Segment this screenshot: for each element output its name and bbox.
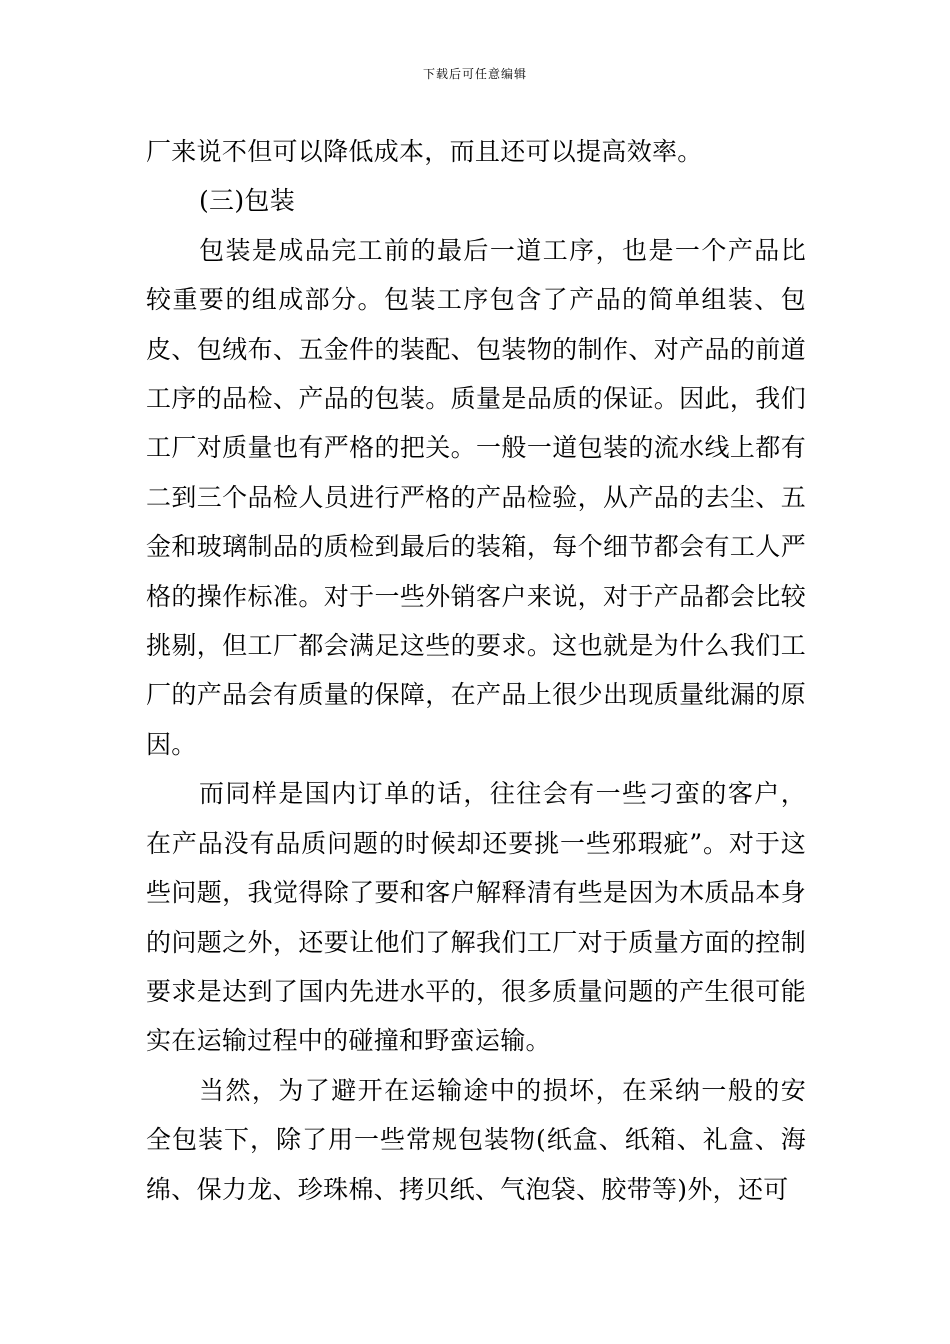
paragraph: 而同样是国内订单的话，往往会有一些刁蛮的客户，在产品没有品质问题的时候却还要挑一些邪瑕疵”。对于这些问题，我觉得除了要和客户解释清有些是因为木质品本身的问题之外，还要让他们了解我们工厂对于质量方面的控制要求是达到了国内先进水平的，很多质量问题的产生很可能实在运输过程中的碰撞和野蛮运输。	[146, 779, 806, 1056]
document-body	[146, 127, 806, 1214]
paragraph: 当然，为了避开在运输途中的损坏，在采纳一般的安全包装下，除了用一些常规包装物(纸盒、纸箱、礼盒、海绵、保力龙、珍珠棉、拷贝纸、气泡袋、胶带等)外，还可	[146, 1075, 806, 1204]
paragraph-continuation: 厂来说不但可以降低成本，而且还可以提高效率。	[146, 137, 703, 166]
page-header: 下载后可任意编辑	[422, 67, 527, 81]
paragraph: 包装是成品完工前的最后一道工序，也是一个产品比较重要的组成部分。包装工序包含了产品的简单组装、包皮、包绒布、五金件的装配、包装物的制作、对产品的前道工序的品检、产品的包装。质量是品质的保证。因此，我们工厂对质量也有严格的把关。一般一道包装的流水线上都有二到三个品检人员进行严格的产品检验，从产品的去尘、五金和玻璃制品的质检到最后的装箱，每个细节都会有工人严格的操作标准。对于一些外销客户来说，对于产品都会比较挑剔，但工厂都会满足这些的要求。这也就是为什么我们工厂的产品会有质量的保障，在产品上很少出现质量纰漏的原因。	[146, 235, 806, 759]
section-heading: (三)包装	[199, 186, 296, 216]
